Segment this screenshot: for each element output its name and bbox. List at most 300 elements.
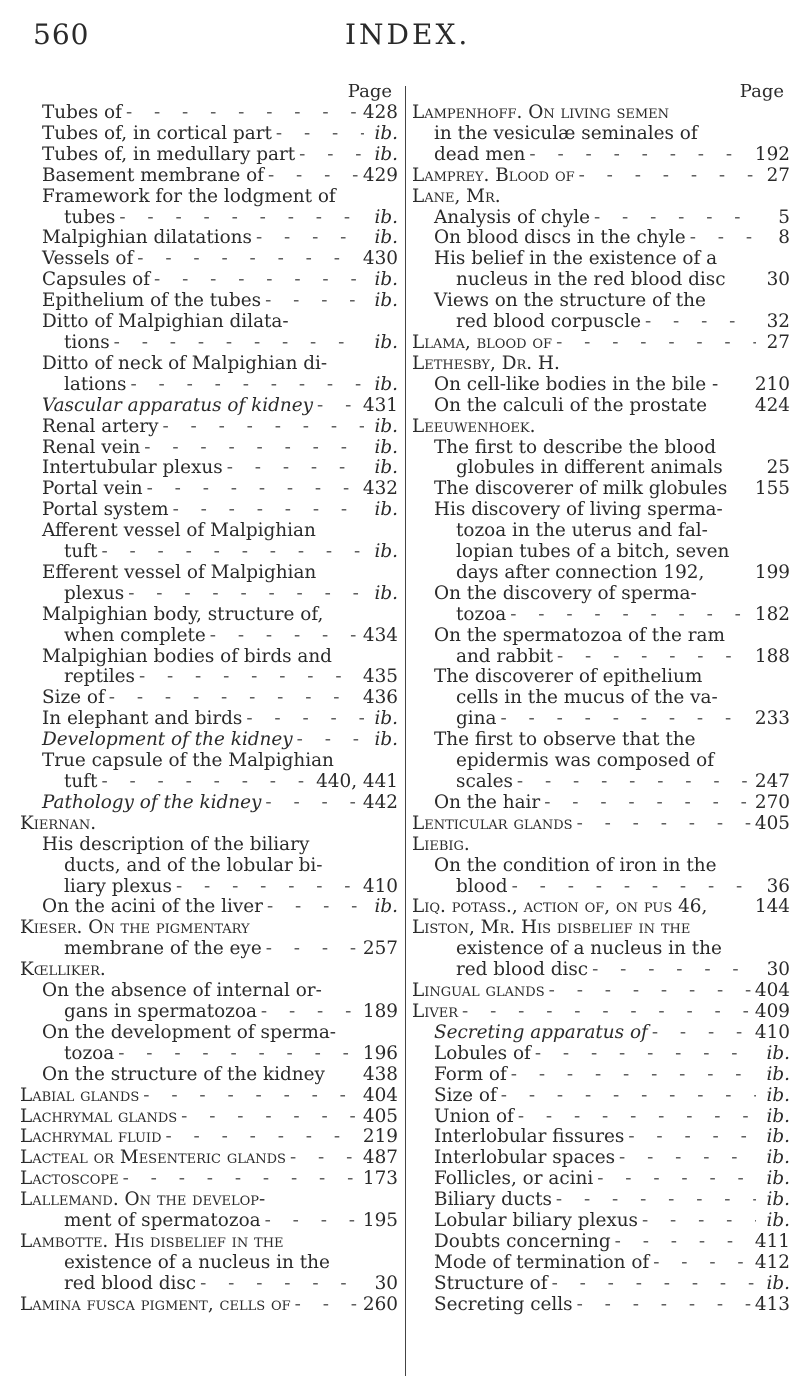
page-ref: 30 (374, 1272, 398, 1294)
index-entry (412, 814, 790, 835)
dot-leader (518, 1107, 756, 1128)
dot-leader (144, 438, 364, 459)
index-entry (412, 375, 790, 396)
index-entry (20, 1232, 398, 1253)
index-entry (20, 1211, 398, 1232)
page-ref: 30 (766, 269, 790, 291)
entry-text: The first to describe the blood (434, 436, 716, 458)
left-entries (20, 103, 398, 1316)
entry-text: Lacteal or Mesenteric glands (20, 1147, 286, 1169)
index-entry (412, 1148, 790, 1169)
page-ref: ib. (374, 206, 398, 228)
index-entry (20, 751, 398, 772)
page-ref: ib. (766, 1063, 790, 1085)
entry-text: On the spermatozoa of the ram (434, 624, 725, 646)
entry-text: Liston, Mr. His disbelief in the (412, 917, 691, 939)
entry-text: Analysis of chyle (434, 206, 590, 228)
page-ref: 409 (754, 1000, 790, 1022)
entry-text: membrane of the eye (64, 938, 262, 960)
index-entry (20, 1065, 398, 1086)
index-entry (20, 856, 398, 877)
entry-text: His description of the biliary (42, 833, 310, 855)
entry-text: On the absence of internal or- (42, 980, 322, 1002)
index-entry (20, 521, 398, 542)
dot-leader (128, 584, 364, 605)
entry-text: Lamprey. Blood of (412, 164, 575, 186)
index-entry (20, 438, 398, 459)
page-ref: 144 (754, 896, 790, 918)
dot-leader (101, 772, 312, 793)
entry-text: Malpighian dilatations (42, 227, 252, 249)
index-entry (20, 1023, 398, 1044)
index-entry (412, 709, 790, 730)
entry-text: On the condition of iron in the (434, 854, 717, 876)
right-entries (412, 103, 790, 1316)
entry-text: tubes (64, 206, 116, 228)
dot-leader (556, 1190, 756, 1211)
page-ref: 428 (362, 102, 398, 123)
page-ref: 260 (362, 1293, 398, 1315)
entry-text: globules in different animals (456, 457, 723, 479)
column-divider (405, 86, 406, 1376)
entry-text: gina (456, 708, 497, 730)
entry-text: Secreting cells (434, 1293, 573, 1315)
dot-leader (577, 814, 751, 835)
index-entry (20, 897, 398, 918)
dot-leader (256, 228, 364, 249)
index-entry (20, 835, 398, 856)
dot-leader (267, 897, 364, 918)
index-entry (412, 667, 790, 688)
page-ref: ib. (374, 373, 398, 395)
entry-text: Structure of (434, 1272, 548, 1294)
page-ref: 192 (754, 143, 790, 165)
page-ref: 32 (766, 311, 790, 333)
page-ref: ib. (374, 729, 398, 751)
page-ref: ib. (766, 1189, 790, 1211)
page-ref: 410 (362, 875, 398, 897)
index-entry (412, 1065, 790, 1086)
dot-leader (317, 396, 359, 417)
entry-text: when complete (64, 624, 206, 646)
entry-text: Lobular biliary plexus (434, 1210, 638, 1232)
dot-leader (268, 166, 359, 187)
index-entry (412, 521, 790, 542)
entry-text: Views on the structure of the (434, 290, 706, 312)
entry-text: Framework for the lodgment of (42, 185, 336, 207)
entry-text: On cell-like bodies in the bile - (434, 373, 719, 395)
index-entry (20, 1107, 398, 1128)
dot-leader (139, 667, 359, 688)
index-entry (20, 877, 398, 898)
dot-leader (266, 939, 359, 960)
index-entry (412, 918, 790, 939)
entry-text: Size of (434, 1084, 497, 1106)
index-entry (20, 688, 398, 709)
index-entry (20, 103, 398, 124)
index-entry (20, 667, 398, 688)
index-entry (20, 1044, 398, 1065)
page-ref: ib. (374, 290, 398, 312)
dot-leader (143, 1086, 359, 1107)
entry-text: tuft (64, 771, 98, 792)
index-entry (20, 270, 398, 291)
entry-text: days after connection 192, (456, 561, 705, 583)
entry-text: Lachrymal fluid (20, 1126, 162, 1148)
page-ref: 411 (754, 1230, 790, 1252)
index-entry (412, 187, 790, 208)
entry-text: Lactoscope (20, 1168, 119, 1190)
entry-text: Doubts concerning (434, 1230, 611, 1252)
entry-text: Lingual glands (412, 980, 545, 1002)
index-entry (412, 270, 790, 291)
index-entry (20, 145, 398, 166)
index-entry (20, 1086, 398, 1107)
index-entry (412, 1127, 790, 1148)
entry-text: Form of (434, 1063, 507, 1085)
entry-text: The first to observe that the (434, 729, 696, 751)
index-entry (20, 1274, 398, 1295)
page-ref: ib. (374, 122, 398, 144)
entry-text: red blood disc (64, 1272, 197, 1294)
index-entry (412, 438, 790, 459)
dot-leader (276, 124, 364, 145)
index-entry (412, 730, 790, 751)
entry-text: tozoa (64, 1042, 115, 1064)
entry-text: Biliary ducts (434, 1189, 552, 1211)
entry-text: Renal artery (42, 415, 159, 437)
dot-leader (517, 772, 751, 793)
page-ref: 195 (362, 1210, 398, 1232)
entry-text: red blood disc (456, 959, 589, 981)
page-ref: 173 (362, 1168, 398, 1190)
index-entry (20, 1127, 398, 1148)
entry-text: Capsules of (42, 269, 151, 291)
entry-text: On the discovery of sperma- (434, 582, 697, 604)
page-ref: 257 (362, 938, 398, 960)
dot-leader (690, 228, 756, 249)
page-ref: 188 (754, 645, 790, 667)
index-entry (20, 500, 398, 521)
entry-text: Lachrymal glands (20, 1105, 178, 1127)
page-ref: 405 (754, 812, 790, 834)
page-ref: ib. (374, 143, 398, 165)
entry-text: Afferent vessel of Malpighian (42, 520, 316, 542)
entry-text: Portal vein (42, 478, 143, 500)
index-entry (20, 584, 398, 605)
entry-text: and rabbit (456, 645, 553, 667)
page-ref: ib. (374, 415, 398, 437)
entry-text: Malpighian body, structure of, (42, 603, 324, 625)
entry-text: blood (456, 875, 508, 897)
entry-text: Lethesby, Dr. H. (412, 352, 560, 374)
dot-leader (109, 688, 359, 709)
dot-leader (261, 1002, 359, 1023)
index-entry (412, 939, 790, 960)
page-ref: ib. (766, 1105, 790, 1127)
index-entry (412, 897, 790, 918)
page-ref: ib. (374, 708, 398, 730)
dot-leader (210, 626, 359, 647)
entry-text: Intertubular plexus (42, 457, 223, 479)
entry-text: Renal vein (42, 436, 141, 458)
entry-text: Vessels of (42, 248, 134, 270)
index-entry (20, 166, 398, 187)
dot-leader (114, 333, 364, 354)
index-entry (20, 458, 398, 479)
index-entry (20, 333, 398, 354)
dot-leader (557, 647, 751, 668)
entry-text: in the vesiculæ seminales of (434, 122, 698, 144)
entry-text: The discoverer of epithelium (434, 666, 703, 688)
dot-leader (529, 145, 750, 166)
page-ref: 233 (754, 708, 790, 730)
entry-text: reptiles (64, 666, 135, 688)
dot-leader (119, 208, 364, 229)
index-entry (412, 605, 790, 626)
dot-leader (101, 542, 364, 563)
dot-leader (535, 1044, 756, 1065)
index-entry (20, 918, 398, 939)
index-entry (412, 1044, 790, 1065)
index-entry (412, 647, 790, 668)
index-entry (20, 1002, 398, 1023)
index-entry (20, 291, 398, 312)
index-entry (20, 709, 398, 730)
entry-text: Vascular apparatus of kidney (42, 394, 314, 416)
entry-text: Leeuwenhoek. (412, 415, 536, 437)
index-entry (412, 208, 790, 229)
dot-leader (227, 458, 364, 479)
dot-leader (549, 981, 751, 1002)
index-entry (20, 814, 398, 835)
dot-leader (154, 270, 364, 291)
index-entry (412, 856, 790, 877)
entry-text: Development of the kidney (42, 729, 293, 751)
index-entry (20, 981, 398, 1002)
entry-text: Liver (412, 1000, 459, 1022)
index-entry (20, 354, 398, 375)
page-ref: 442 (362, 791, 398, 813)
entry-text: Kieser. On the pigmentary (20, 917, 250, 939)
page-ref: 36 (766, 875, 790, 897)
index-entry (20, 542, 398, 563)
page-ref: ib. (766, 1147, 790, 1169)
dot-leader (126, 103, 359, 124)
index-entry (412, 333, 790, 354)
index-entry (412, 1253, 790, 1274)
index-entry (412, 981, 790, 1002)
index-entry (412, 1002, 790, 1023)
entry-text: existence of a nucleus in the (456, 938, 722, 960)
dot-leader (265, 291, 364, 312)
page-ref: ib. (374, 269, 398, 291)
entry-text: Ditto of Malpighian dilata- (42, 311, 289, 333)
dot-leader (501, 1086, 756, 1107)
dot-leader (181, 1107, 359, 1128)
index-entry (412, 1107, 790, 1128)
dot-leader (619, 1148, 756, 1169)
index-entry (412, 960, 790, 981)
index-entry (412, 751, 790, 772)
index-entry (412, 249, 790, 270)
index-entry (20, 208, 398, 229)
entry-text: Ditto of neck of Malpighian di- (42, 352, 328, 374)
index-entry (412, 166, 790, 187)
index-entry (412, 124, 790, 145)
dot-leader (299, 145, 364, 166)
dot-leader (552, 1274, 756, 1295)
page-ref: 435 (362, 666, 398, 688)
page-ref: ib. (766, 1168, 790, 1190)
index-entry (412, 479, 790, 500)
index-entry (412, 103, 790, 124)
page-ref: 438 (362, 1063, 398, 1085)
page-ref: 436 (362, 687, 398, 709)
index-entry (20, 730, 398, 751)
index-entry (412, 626, 790, 647)
entry-text: Epithelium of the tubes (42, 290, 262, 312)
page-ref: 413 (754, 1293, 790, 1315)
entry-text: Lamina fusca pigment, cells of (20, 1293, 291, 1315)
entry-text: epidermis was composed of (456, 750, 715, 772)
index-entry (20, 1295, 398, 1316)
page-ref: 429 (362, 164, 398, 186)
entry-text: On the development of sperma- (42, 1021, 337, 1043)
page-ref: 404 (754, 980, 790, 1002)
entry-text: His discovery of living sperma- (434, 499, 723, 521)
entry-text: On the hair (434, 791, 541, 813)
dot-leader (297, 730, 364, 751)
entry-text: On the acini of the liver (42, 896, 263, 918)
entry-text: Union of (434, 1105, 514, 1127)
page-ref: 210 (754, 373, 790, 395)
index-entry (412, 584, 790, 605)
index-entry (20, 1190, 398, 1211)
entry-text: Liq. potass., action of, on pus 46, (412, 896, 708, 918)
dot-leader (511, 1065, 756, 1086)
dot-leader (556, 333, 756, 354)
index-entry (20, 187, 398, 208)
index-entry (412, 500, 790, 521)
index-entry (20, 375, 398, 396)
entry-text: Tubes of (42, 102, 122, 123)
entry-text: Kœlliker. (20, 959, 106, 981)
entry-text: Liebig. (412, 833, 470, 855)
dot-leader (290, 1148, 359, 1169)
page-ref: 440, 441 (316, 771, 398, 792)
dot-leader (162, 417, 364, 438)
entry-text: tions (64, 331, 110, 353)
index-entry (412, 354, 790, 375)
index-entry (412, 417, 790, 438)
index-entry (412, 1190, 790, 1211)
entry-text: cells in the mucus of the va- (456, 687, 718, 709)
page-ref: 410 (754, 1021, 790, 1043)
dot-leader (173, 500, 364, 521)
page-number: 560 (33, 18, 90, 51)
dot-leader (510, 605, 751, 626)
entry-text: lopian tubes of a bitch, seven (456, 541, 730, 563)
page-ref: ib. (374, 227, 398, 249)
dot-leader (176, 877, 359, 898)
page-ref: 247 (754, 771, 790, 792)
index-entry (412, 291, 790, 312)
dot-leader (118, 1044, 359, 1065)
index-entry (412, 835, 790, 856)
index-entry (20, 249, 398, 270)
page-ref: 155 (754, 478, 790, 500)
page-ref: ib. (374, 896, 398, 918)
dot-leader (544, 793, 751, 814)
dot-leader (295, 1295, 359, 1316)
index-entry (20, 417, 398, 438)
entry-text: On blood discs in the chyle (434, 227, 686, 249)
dot-leader (592, 960, 756, 981)
index-column-right (412, 82, 790, 1316)
page-ref: 219 (362, 1126, 398, 1148)
index-entry (20, 228, 398, 249)
index-entry (20, 124, 398, 145)
dot-leader (166, 1127, 359, 1148)
entry-text: scales (456, 771, 513, 792)
entry-text: Lobules of (434, 1042, 531, 1064)
page-ref: 430 (362, 248, 398, 270)
entry-text: gans in spermatozoa (64, 1000, 257, 1022)
index-entry (412, 1023, 790, 1044)
index-entry (20, 793, 398, 814)
index-entry (20, 396, 398, 417)
page-ref: 182 (754, 603, 790, 625)
page-header (0, 0, 800, 80)
entry-text: lations (64, 373, 127, 395)
dot-leader (246, 709, 364, 730)
index-entry (412, 542, 790, 563)
page-title: INDEX. (345, 18, 471, 51)
dot-leader (130, 375, 364, 396)
page-ref: 434 (362, 624, 398, 646)
entry-text: The discoverer of milk globules (434, 478, 728, 500)
index-entry (412, 1295, 790, 1316)
entry-text: Follicles, or acini (434, 1168, 594, 1190)
index-entry (20, 312, 398, 333)
dot-leader (577, 1295, 751, 1316)
index-entry (412, 396, 790, 417)
page-ref: 8 (778, 227, 790, 249)
index-entry (20, 939, 398, 960)
page-ref: 405 (362, 1105, 398, 1127)
entry-text: Kiernan. (20, 812, 97, 834)
page-ref: ib. (766, 1210, 790, 1232)
index-entry (412, 458, 790, 479)
entry-text: Llama, blood of (412, 331, 553, 353)
page-ref: 432 (362, 478, 398, 500)
page-ref: 404 (362, 1084, 398, 1106)
page-ref: 196 (362, 1042, 398, 1064)
entry-text: True capsule of the Malpighian (42, 750, 334, 772)
index-entry (412, 1274, 790, 1295)
entry-text: Efferent vessel of Malpighian (42, 561, 317, 583)
page-ref: 199 (754, 561, 790, 583)
dot-leader (579, 166, 756, 187)
index-entry (412, 1211, 790, 1232)
entry-text: tuft (64, 541, 98, 563)
dot-leader (137, 249, 359, 270)
page-ref: 189 (362, 1000, 398, 1022)
dot-leader (462, 1002, 751, 1023)
entry-text: Size of (42, 687, 105, 709)
entry-text: On the structure of the kidney (42, 1063, 325, 1085)
